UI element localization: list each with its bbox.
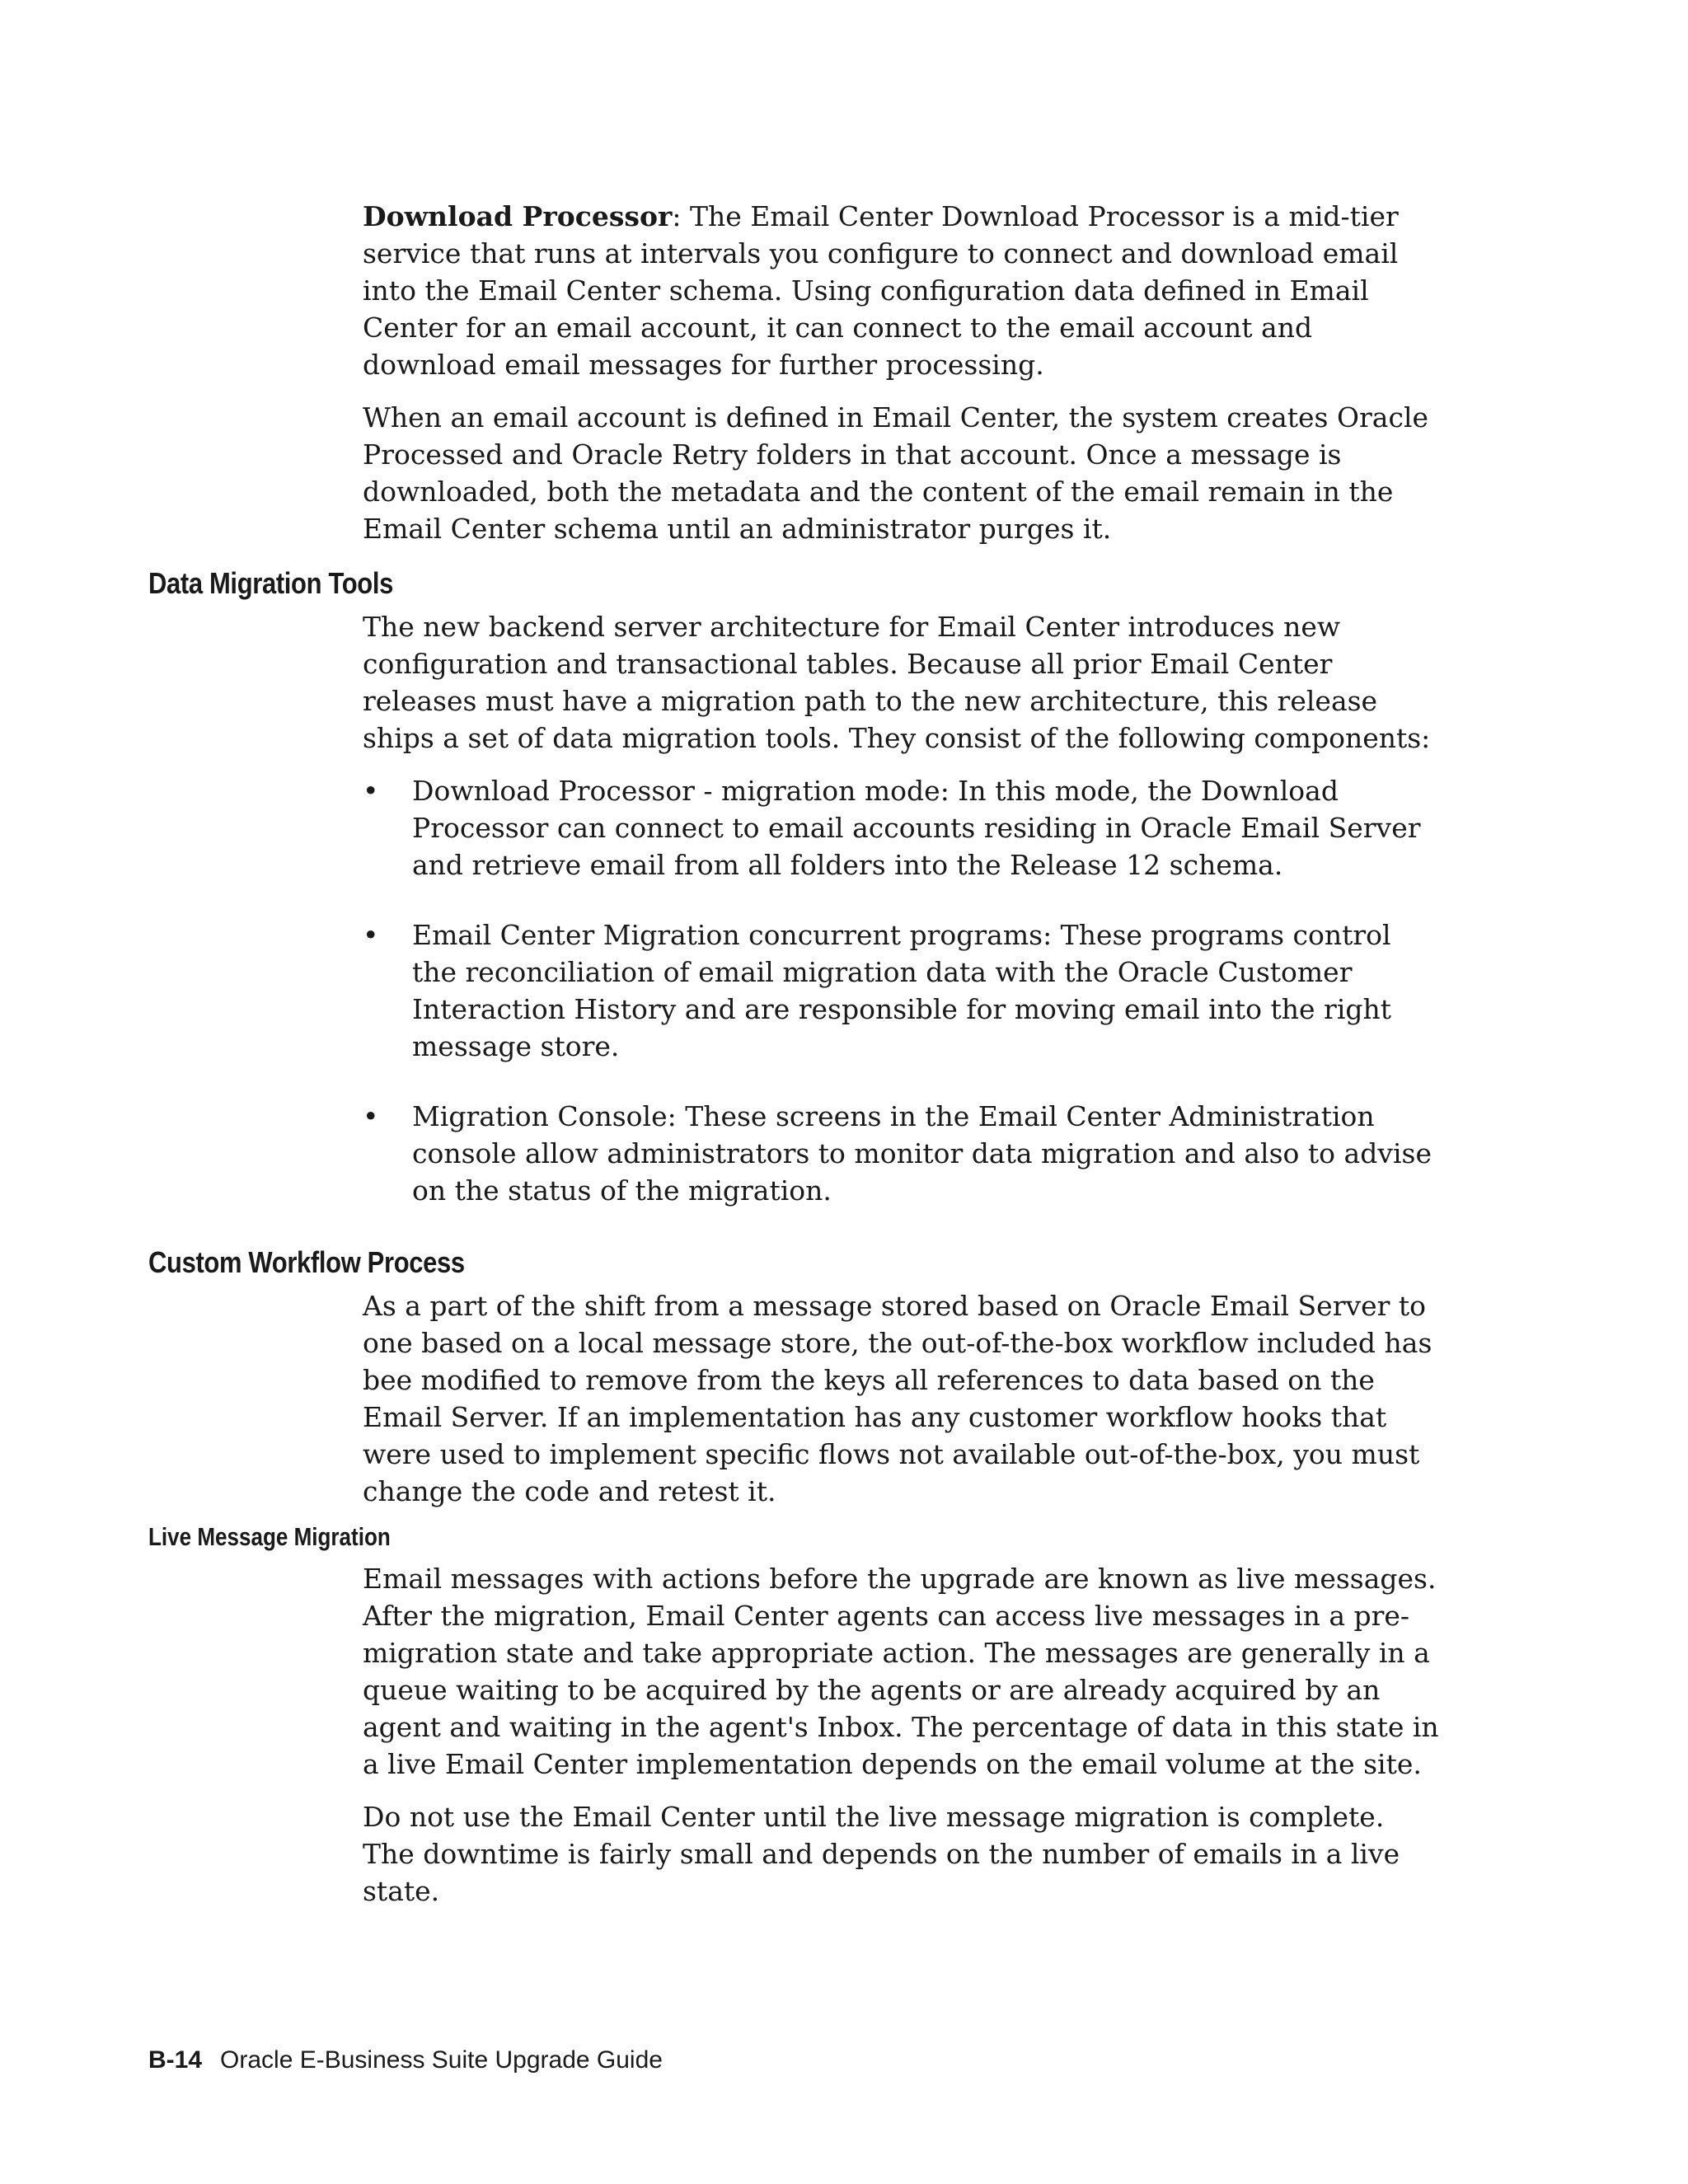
bullet-marker: • <box>363 1100 379 1132</box>
custom-workflow-heading: Custom Workflow Process <box>148 1245 465 1279</box>
list-item-text: Email Center Migration concurrent programs: These programs control the reconciliation of email migration data with the Oracle Customer Interaction History and are responsible for moving email into the right message store. <box>412 919 1392 1062</box>
list-item-text: Migration Console: These screens in the Email Center Administration console allow administrators to monitor data migration and also to advise on the status of the migration. <box>412 1100 1432 1207</box>
page-number: B-14 <box>148 2046 203 2074</box>
data-migration-intro: The new backend server architecture for Email Center introduces new configuration and transactional tables. Because all prior Email Center releases must have a migration path to the new architecture, this release ships a set of data migration tools. They consist of the following components: <box>363 611 1431 754</box>
document-title: Oracle E-Business Suite Upgrade Guide <box>220 2046 663 2074</box>
custom-workflow-section <box>363 1287 1442 1526</box>
email-account-paragraph: When an email account is defined in Email Center, the system creates Oracle Processed and Oracle Retry folders in that account. Once a message is downloaded, both the metadata and the content of the email remain in the Email Center schema until an administrator purges it. <box>363 401 1429 545</box>
download-processor-term: Download Processor <box>363 200 673 232</box>
page-footer <box>148 2044 663 2077</box>
live-migration-section <box>363 1560 1442 1925</box>
custom-workflow-paragraph: As a part of the shift from a message stored based on Oracle Email Server to one based on a local message store, the out-of-the-box workflow included has bee modified to remove from the keys all references to data based on the Email Server. If an implementation has any customer workflow hooks that were used to implement specific flows not available out-of-the-box, you must change the code and retest it. <box>363 1290 1432 1507</box>
live-migration-paragraph-1: Email messages with actions before the upgrade are known as live messages. After the migration, Email Center agents can access live messages in a pre-migration state and take appropriate action. The messages are generally in a queue waiting to be acquired by the agents or are already acquired by an agent and waiting in the agent's Inbox. The percentage of data in this state in a live Email Center implementation depends on the email volume at the site. <box>363 1563 1439 1780</box>
list-item <box>363 916 1442 1065</box>
download-processor-paragraph <box>363 198 1442 383</box>
live-migration-paragraph-2: Do not use the Email Center until the live message migration is complete. The downtime is fairly small and depends on the number of emails in a live state. <box>363 1801 1400 1907</box>
live-migration-heading: Live Message Migration <box>148 1522 391 1551</box>
data-migration-heading: Data Migration Tools <box>148 566 393 600</box>
download-processor-text: : The Email Center Download Processor is a mid-tier service that runs at intervals you configure to connect and download email into the Email Center schema. Using configuration data defined in Email Center for an email account, it can connect to the email account and download email messages for further processing. <box>363 200 1399 381</box>
list-item-text: Download Processor - migration mode: In this mode, the Download Processor can connect to email accounts residing in Oracle Email Server and retrieve email from all folders into the Release 12 schema. <box>412 775 1421 881</box>
download-processor-section <box>363 198 1442 563</box>
list-item <box>363 1098 1442 1209</box>
bullet-marker: • <box>363 775 379 807</box>
list-item <box>363 772 1442 883</box>
data-migration-section <box>363 608 1442 1242</box>
data-migration-bullet-list <box>363 772 1442 1209</box>
bullet-marker: • <box>363 919 379 951</box>
